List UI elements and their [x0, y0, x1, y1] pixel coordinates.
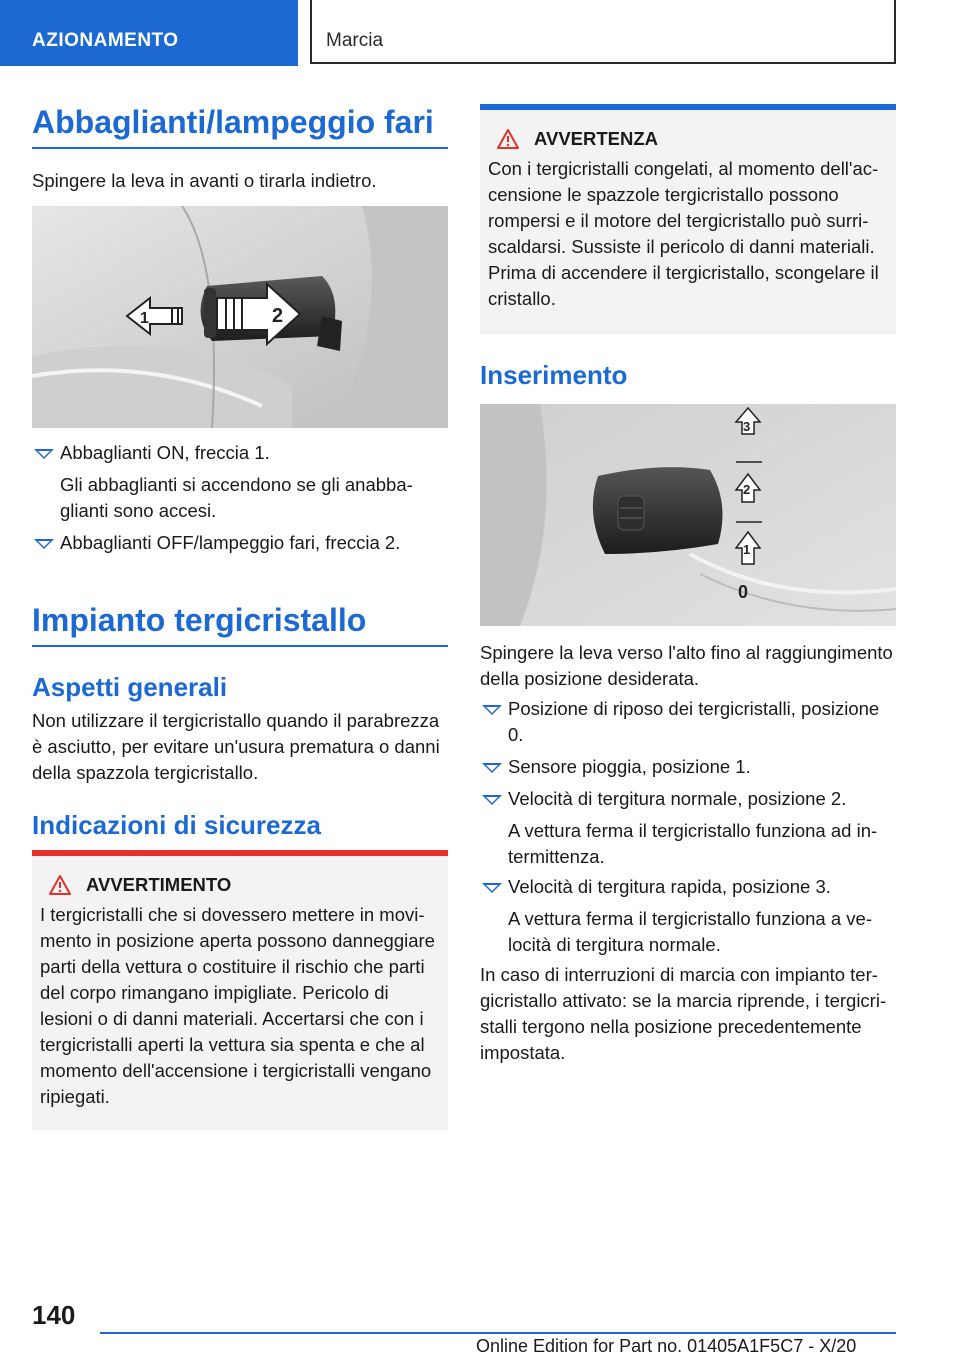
- caution-title-text: AVVERTENZA: [534, 128, 659, 149]
- warning-title-text: AVVERTIMENTO: [86, 874, 232, 895]
- bullet-text: Abbaglianti OFF/lampeggio fari, freccia 2.: [60, 532, 401, 553]
- bullet-text: Velocità di tergitura rapida, posizione 3.: [508, 876, 831, 897]
- heading-safety: Indicazioni di sicurezza: [32, 810, 321, 840]
- heading-switch-on: Inserimento: [480, 360, 628, 390]
- bullet-position-3: [480, 874, 896, 900]
- footer-divider: [100, 1332, 896, 1334]
- bullet-position-2: [480, 786, 896, 812]
- section-tab: AZIONAMENTO: [0, 0, 298, 66]
- bullet-high-beam-on: [32, 440, 448, 466]
- bullet-triangle-icon: [482, 763, 502, 773]
- bullet-position-3-detail: A vettura ferma il tergicristallo funziona a velocità di tergitura normale.: [508, 908, 873, 955]
- bullet-triangle-icon: [34, 449, 54, 459]
- caution-triangle-icon: [496, 128, 520, 150]
- arrow-2-label: 2: [272, 305, 284, 327]
- bullet-triangle-icon: [34, 539, 54, 549]
- position-0-label: 0: [738, 582, 749, 602]
- warning-text: I tergicristalli che si dovessero mettere in movimento in posizione aperta possono danneggiare parti della vettura o costituire il rischio che parti del corpo rimangano impigliate. Pericolo di lesioni o di danni materiali. Accertarsi che con i tergicristalli aperti la vettura sia spenta e che al momento dell'accensione i tergicristalli vengano ripiegati.: [40, 904, 435, 1107]
- switch-intro-text: Spingere la leva verso l'alto fino al raggiungimento della posizione desiderata.: [480, 642, 893, 689]
- position-1-label: 1: [743, 542, 751, 557]
- caution-box: [480, 104, 896, 334]
- interruption-text: In caso di interruzioni di marcia con impianto tergicristallo attivato: se la marcia riprende, i tergicristalli tergono nella posizione precedentemente impostata.: [480, 964, 887, 1063]
- position-3-label: 3: [743, 419, 751, 434]
- bullet-text: Abbaglianti ON, freccia 1.: [60, 442, 270, 463]
- bullet-triangle-icon: [482, 795, 502, 805]
- bullet-high-beam-off: [32, 530, 448, 556]
- bullet-position-2-detail: A vettura ferma il tergicristallo funziona ad intermittenza.: [508, 820, 878, 867]
- bullet-text: Posizione di riposo dei tergicristalli, posizione 0.: [508, 698, 880, 745]
- caution-text: Con i tergicristalli congelati, al momento dell'accensione le spazzole tergicristallo possono rompersi e il motore del tergicristallo può surriscaldarsi. Sussiste il pericolo di danni materiali. Prima di accendere il tergicristallo, scongelare il cristallo.: [488, 158, 879, 309]
- caution-title: [488, 128, 888, 150]
- bullet-triangle-icon: [482, 883, 502, 893]
- figure-headlight-lever: [32, 206, 448, 428]
- page-number: 140: [32, 1300, 76, 1330]
- bullet-high-beam-on-detail: Gli abbaglianti si accendono se gli anabbaglianti sono accesi.: [60, 474, 413, 521]
- bullet-position-0: [480, 696, 896, 748]
- wiper-lever-illustration: [480, 404, 896, 626]
- arrow-1-label: 1: [140, 310, 149, 327]
- figure-wiper-lever: [480, 404, 896, 626]
- bullet-position-1: [480, 754, 896, 780]
- footer-edition: Online Edition for Part no. 01405A1F5C7 - X/20: [476, 1336, 857, 1356]
- chapter-tab: Marcia: [310, 0, 896, 64]
- warning-triangle-icon: [48, 874, 72, 896]
- intro-text: Spingere la leva in avanti o tirarla indietro.: [32, 170, 377, 191]
- warning-box: [32, 850, 448, 1130]
- general-text: Non utilizzare il tergicristallo quando il parabrezza è asciutto, per evitare un'usura prematura o danni della spazzola tergicristallo.: [32, 710, 440, 783]
- bullet-text: Velocità di tergitura normale, posizione 2.: [508, 788, 847, 809]
- heading-wiper-system: Impianto tergicristallo: [32, 602, 448, 647]
- heading-general: Aspetti generali: [32, 672, 228, 702]
- position-2-label: 2: [743, 482, 751, 497]
- warning-title: [40, 874, 440, 896]
- headlight-lever-illustration: [32, 206, 448, 428]
- bullet-triangle-icon: [482, 705, 502, 715]
- heading-high-beam: Abbaglianti/lampeggio fari: [32, 104, 448, 149]
- bullet-text: Sensore pioggia, posizione 1.: [508, 756, 751, 777]
